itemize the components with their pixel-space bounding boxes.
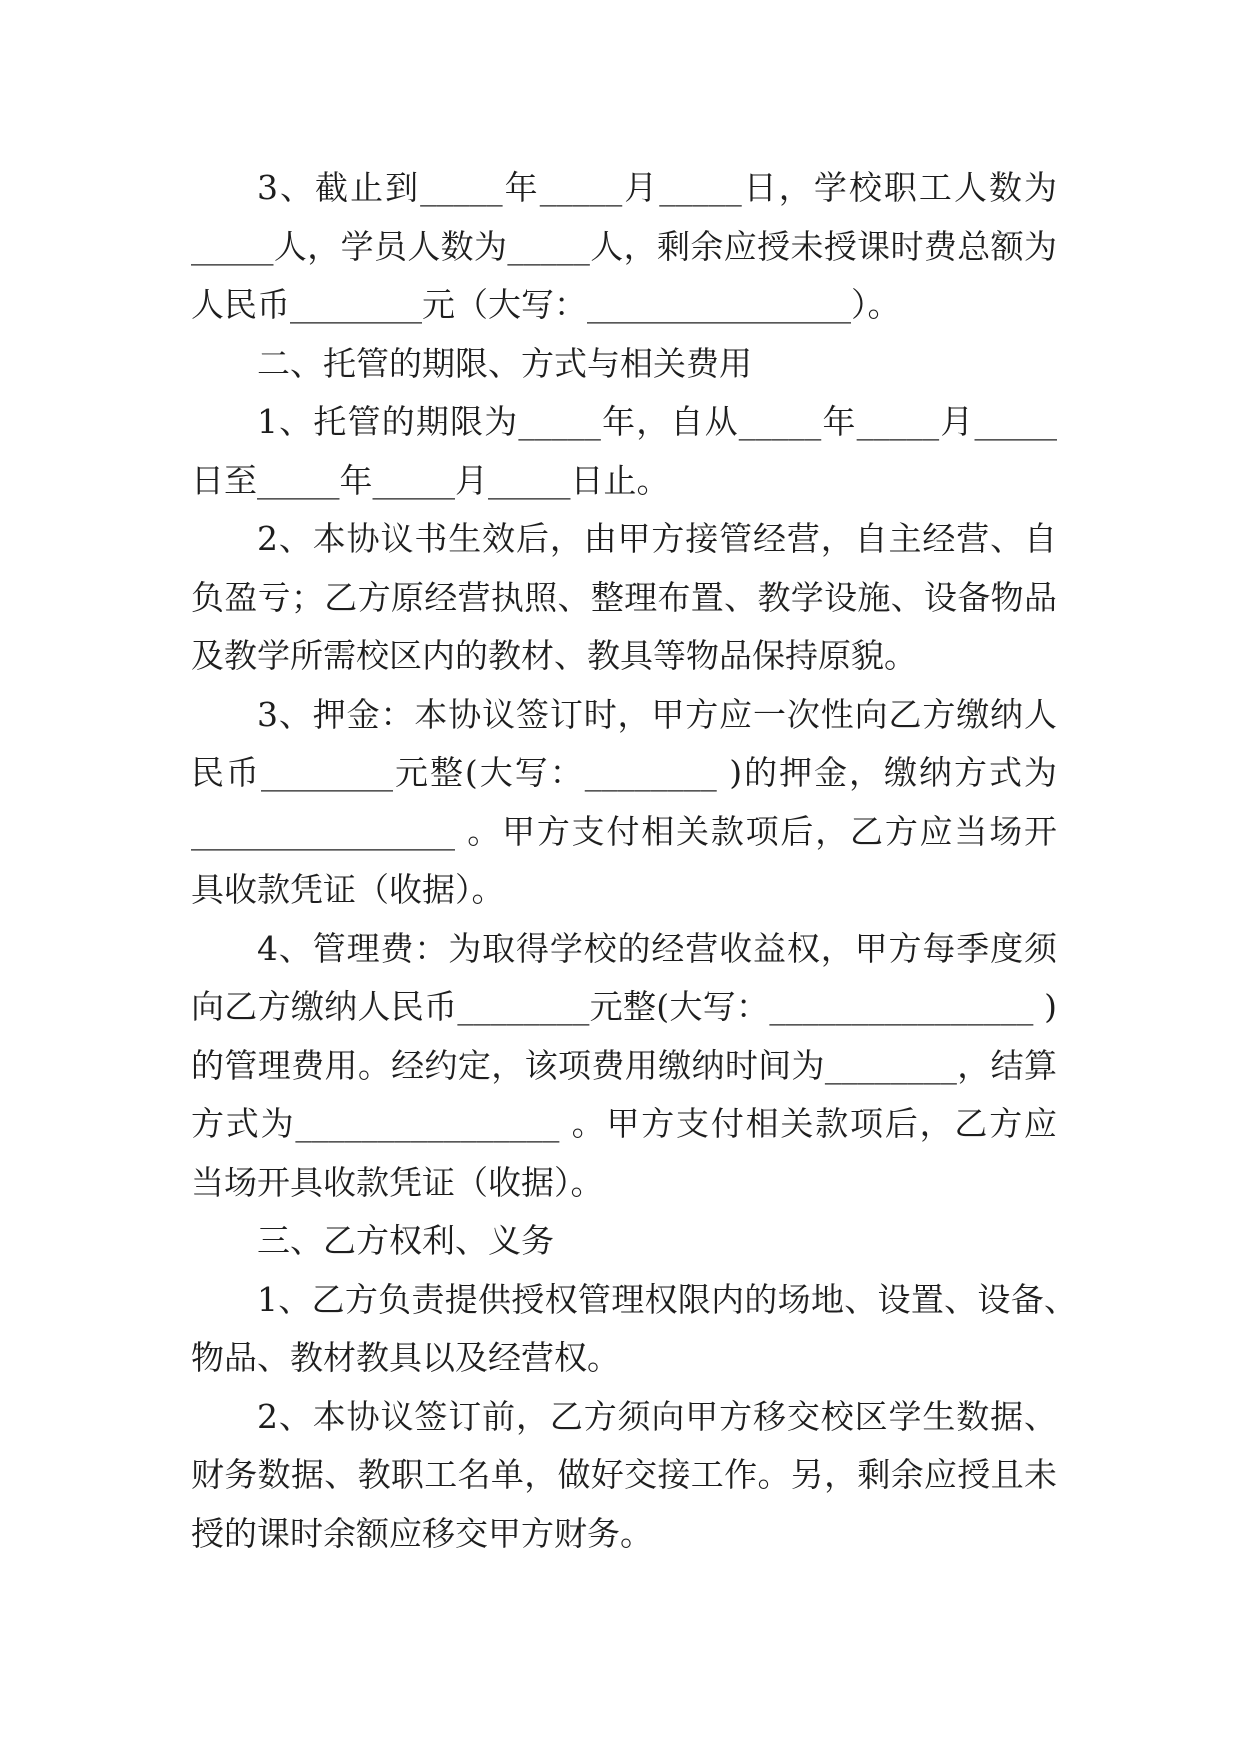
document-body: [191, 159, 1077, 1563]
section-heading-text: 三、乙方权利、义务: [257, 1221, 554, 1260]
section-heading: [191, 1212, 1057, 1271]
text-line: 的管理费用。经约定，该项费用缴纳时间为________，结算: [191, 1045, 1057, 1085]
text-line: 当场开具收款凭证（收据）。: [191, 1162, 604, 1202]
text-line: 人民币________元（大写：________________）。: [191, 285, 901, 324]
text-line: 日至_____年_____月_____日止。: [191, 460, 670, 500]
text-line: 1、乙方负责提供授权管理权限内的场地、设置、设备、: [257, 1279, 1077, 1319]
paragraph-party-b-provision: [191, 1271, 1077, 1388]
text-line: 具收款凭证（收据）。: [191, 870, 505, 909]
text-line: 1、托管的期限为_____年，自从_____年_____月_____: [257, 402, 1057, 441]
section-heading-text: 二、托管的期限、方式与相关费用: [257, 343, 752, 383]
text-line: 2、本协议书生效后，由甲方接管经营，自主经营、自: [257, 519, 1057, 558]
text-line: 3、押金：本协议签订时，甲方应一次性向乙方缴纳人: [257, 694, 1057, 734]
text-line: 方式为________________ 。甲方支付相关款项后，乙方应: [191, 1104, 1057, 1143]
text-line: 财务数据、教职工名单，做好交接工作。另，剩余应授且未: [191, 1455, 1057, 1494]
text-line: _____人，学员人数为_____人，剩余应授未授课时费总额为: [191, 226, 1057, 266]
text-line: 3、截止到_____年_____月_____日，学校职工人数为: [257, 168, 1057, 207]
text-line: ________________ 。甲方支付相关款项后，乙方应当场开: [191, 811, 1057, 851]
paragraph-management-fee: [191, 920, 1057, 1213]
paragraph-term: [191, 393, 1057, 510]
paragraph-staff-count: [191, 159, 1057, 335]
section-heading: [191, 335, 1057, 394]
text-line: 物品、教材教具以及经营权。: [191, 1338, 620, 1377]
text-line: 及教学所需校区内的教材、教具等物品保持原貌。: [191, 636, 917, 675]
text-line: 4、管理费：为取得学校的经营收益权，甲方每季度须: [257, 928, 1057, 968]
paragraph-operation: [191, 510, 1057, 686]
text-line: 向乙方缴纳人民币________元整(大写：________________ ): [191, 987, 1057, 1026]
text-line: 2、本协议签订前，乙方须向甲方移交校区学生数据、: [257, 1396, 1057, 1436]
text-line: 负盈亏；乙方原经营执照、整理布置、教学设施、设备物品: [191, 577, 1057, 617]
paragraph-deposit: [191, 686, 1057, 920]
text-line: 民币________元整(大写：________ )的押金，缴纳方式为: [191, 753, 1057, 792]
text-line: 授的课时余额应移交甲方财务。: [191, 1513, 653, 1553]
paragraph-handover: [191, 1388, 1057, 1564]
